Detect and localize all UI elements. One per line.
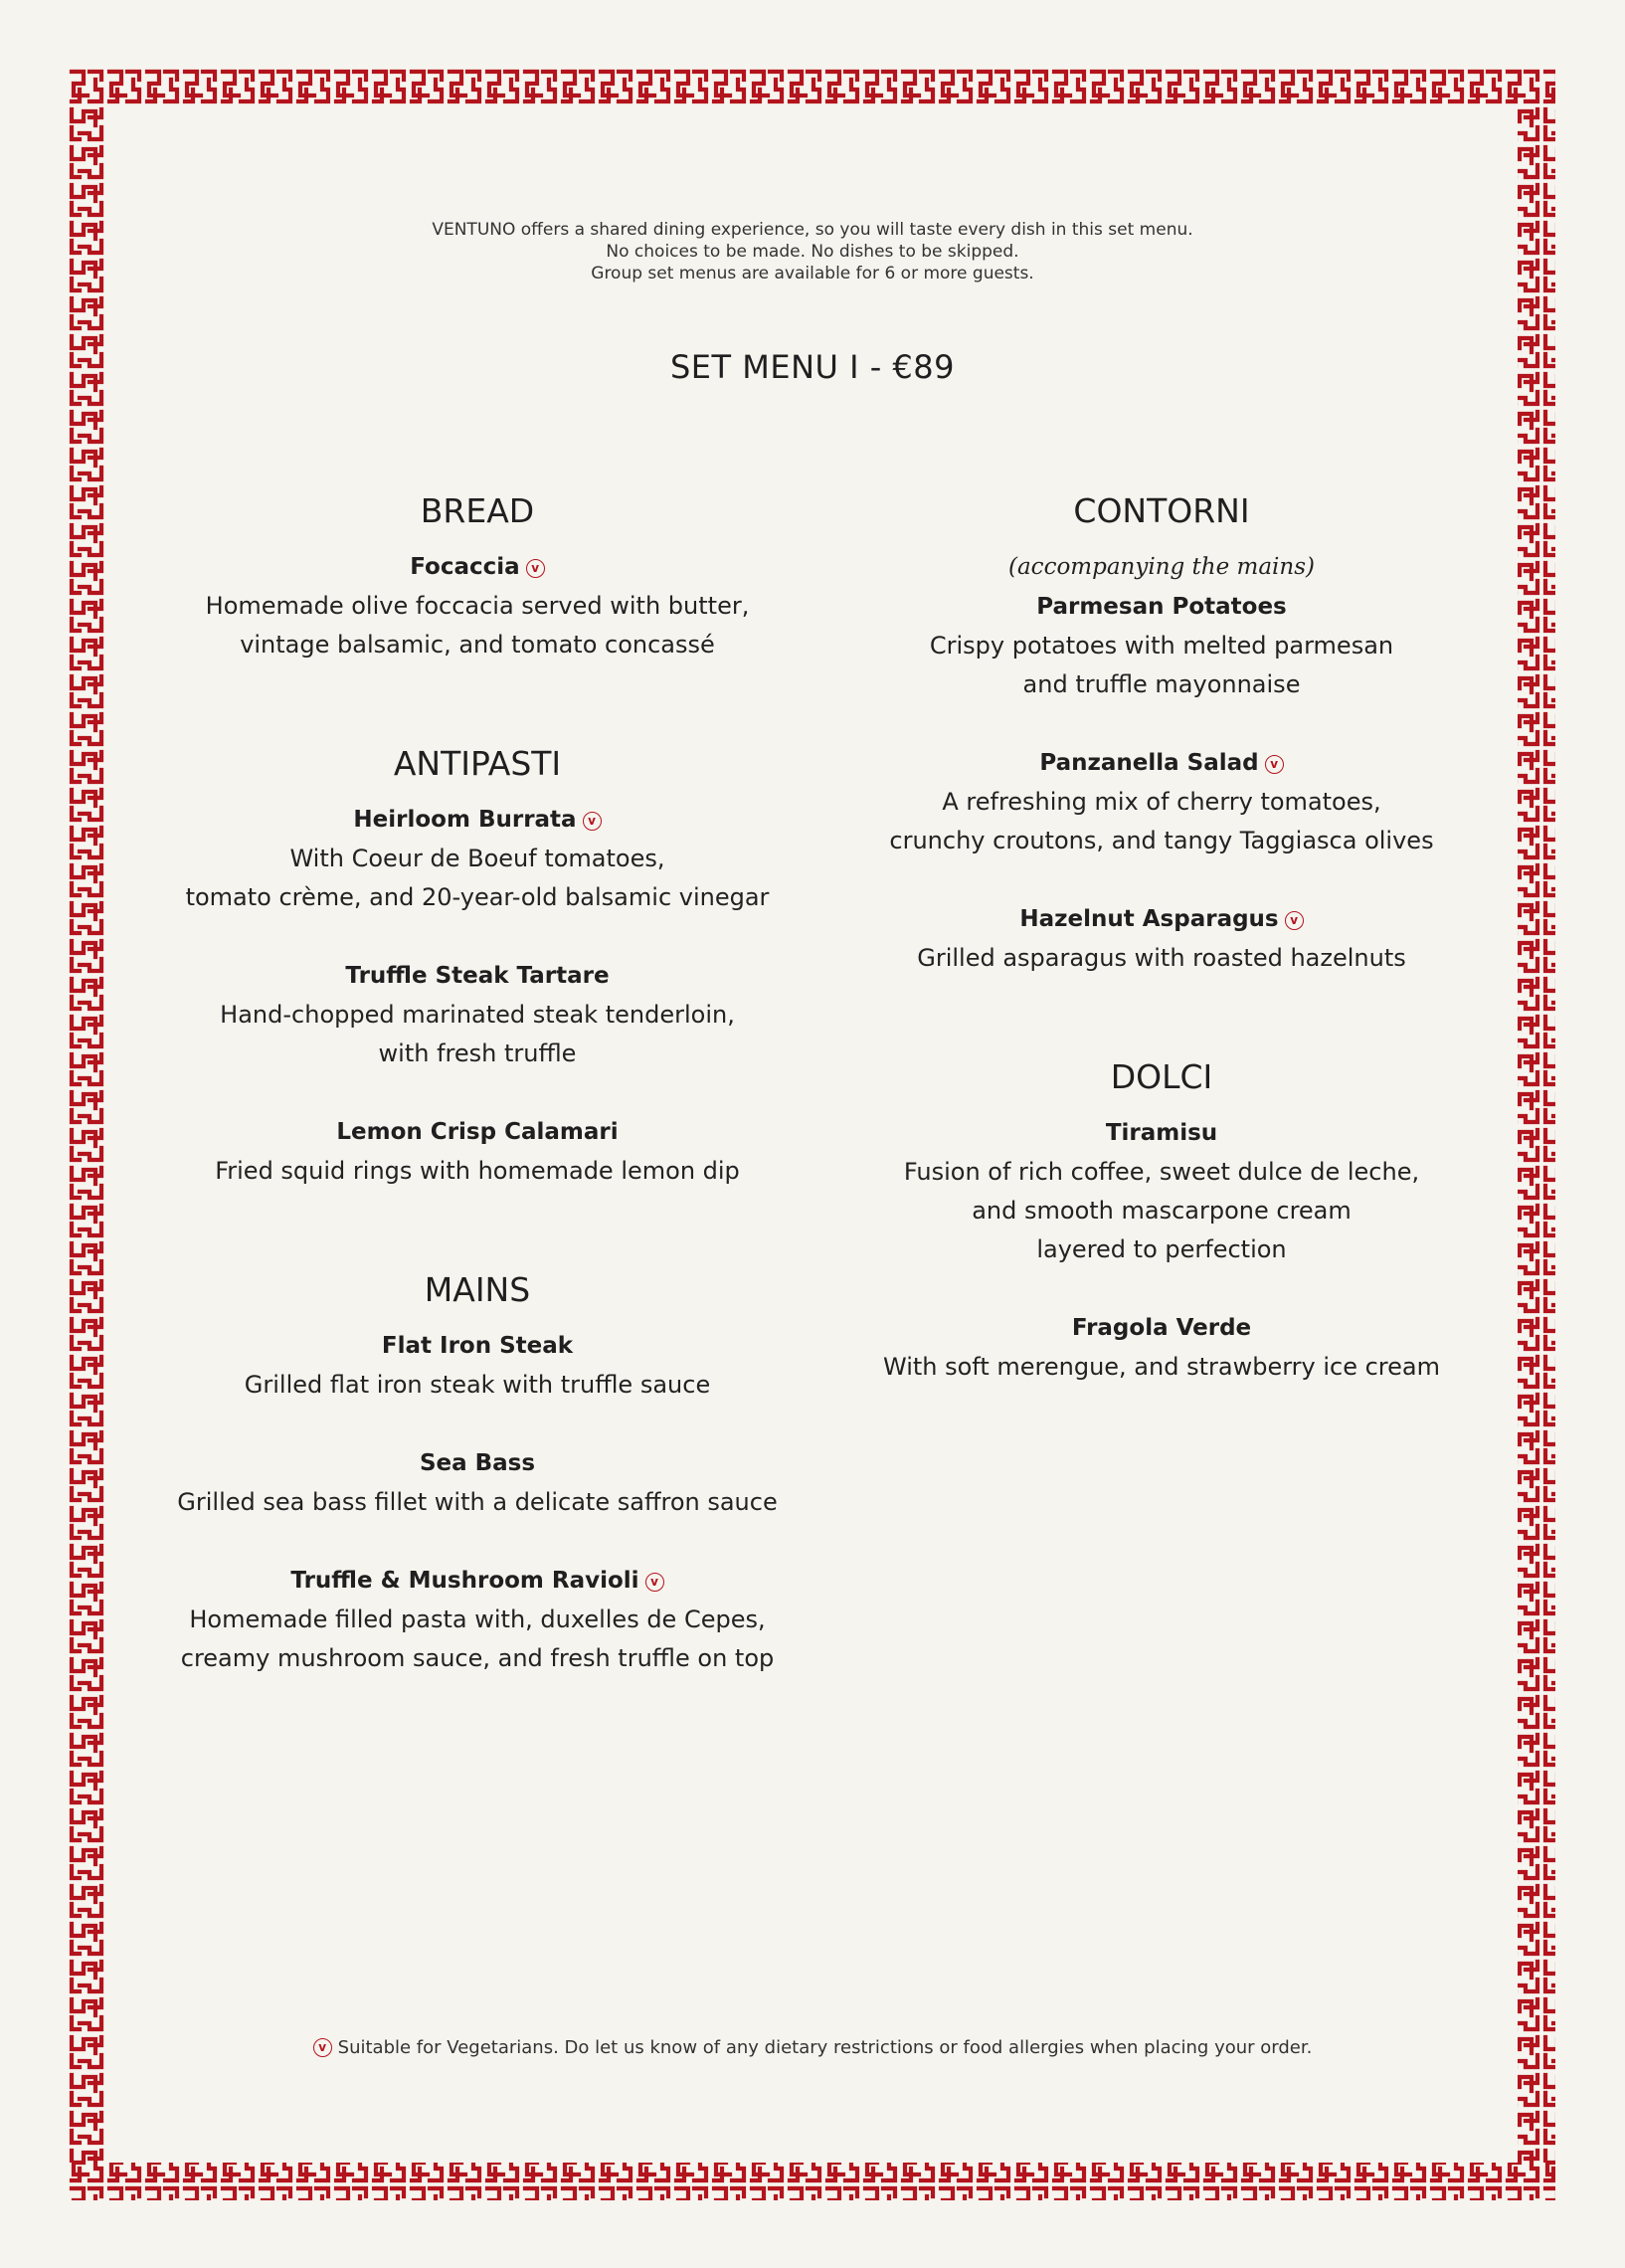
dish-description: vintage balsamic, and tomato concassé — [240, 631, 715, 659]
vegetarian-v-icon: v — [1285, 911, 1304, 930]
intro-line: Group set menus are available for 6 or more guests. — [591, 264, 1034, 284]
footer-text: Suitable for Vegetarians. Do let us know of any dietary restrictions or food allergies when placing your order. — [337, 2037, 1313, 2058]
dish-name — [149, 547, 806, 587]
dish-description: creamy mushroom sauce, and fresh truffle on top — [180, 1644, 775, 1672]
section-title: ANTIPASTI — [393, 744, 562, 783]
dish-name — [149, 1561, 806, 1601]
dish-name — [149, 1443, 806, 1483]
section-title: DOLCI — [1110, 1057, 1213, 1096]
dish-description: Hand-chopped marinated steak tenderloin, — [220, 1001, 735, 1029]
dish-description: tomato crème, and 20-year-old balsamic vinegar — [185, 883, 770, 911]
dish-item — [149, 1561, 806, 1678]
dish-description: Grilled asparagus with roasted hazelnuts — [917, 944, 1406, 972]
dish-description: With Coeur de Boeuf tomatoes, — [289, 845, 665, 872]
dish-description: With soft merengue, and strawberry ice cream — [883, 1353, 1440, 1381]
intro-line: No choices to be made. No dishes to be skipped. — [606, 242, 1019, 262]
left-column — [149, 489, 806, 1756]
dish-description: layered to perfection — [1036, 1235, 1287, 1263]
dish-item — [149, 1112, 806, 1191]
dish-name-text: Lemon Crisp Calamari — [336, 1119, 619, 1145]
dish-item — [149, 547, 806, 664]
dish-item — [833, 1113, 1490, 1269]
dish-item — [833, 743, 1490, 860]
dish-name — [833, 1113, 1490, 1153]
dish-description: crunchy croutons, and tangy Taggiasca olives — [889, 827, 1434, 854]
menu-section-bread — [149, 489, 806, 664]
dish-description: A refreshing mix of cherry tomatoes, — [942, 788, 1381, 816]
dish-description: Homemade olive foccacia served with butter, — [205, 592, 750, 620]
dish-name — [833, 743, 1490, 783]
dish-item — [833, 1308, 1490, 1387]
dish-description: Homemade filled pasta with, duxelles de Cepes, — [189, 1606, 766, 1633]
page-title: SET MENU I - €89 — [669, 348, 955, 386]
menu-section-dolci — [833, 1055, 1490, 1387]
section-title: CONTORNI — [1073, 491, 1250, 530]
dish-name — [833, 899, 1490, 939]
dish-name — [833, 587, 1490, 627]
dish-item — [149, 1326, 806, 1405]
dish-item — [149, 956, 806, 1073]
dish-name-text: Hazelnut Asparagus — [1019, 906, 1279, 932]
vegetarian-v-icon: v — [313, 2038, 332, 2057]
dish-name-text: Heirloom Burrata — [353, 807, 577, 833]
dish-name-text: Sea Bass — [419, 1450, 536, 1476]
dish-name-text: Flat Iron Steak — [381, 1333, 574, 1359]
dish-name-text: Focaccia — [410, 554, 520, 580]
dish-name-text: Panzanella Salad — [1039, 750, 1259, 776]
dish-description: Crispy potatoes with melted parmesan — [929, 632, 1394, 660]
intro-text — [0, 219, 1625, 284]
menu-section-mains — [149, 1268, 806, 1678]
right-column — [833, 489, 1490, 1464]
dish-name — [149, 1326, 806, 1366]
dish-name-text: Truffle & Mushroom Ravioli — [290, 1568, 639, 1594]
dish-item — [149, 800, 806, 917]
dish-name-text: Truffle Steak Tartare — [345, 963, 610, 989]
section-note: (accompanying the mains) — [1008, 554, 1315, 580]
vegetarian-v-icon: v — [1265, 755, 1284, 774]
dish-description: Fried squid rings with homemade lemon dip — [215, 1157, 740, 1185]
vegetarian-v-icon: v — [526, 559, 545, 578]
footer-note — [0, 2037, 1625, 2058]
dish-name — [833, 1308, 1490, 1348]
intro-line: VENTUNO offers a shared dining experience, so you will taste every dish in this set menu. — [432, 220, 1193, 240]
dish-name-text: Tiramisu — [1105, 1120, 1218, 1146]
section-title: MAINS — [424, 1270, 531, 1309]
vegetarian-v-icon: v — [583, 812, 602, 831]
dish-name-text: Parmesan Potatoes — [1036, 594, 1287, 620]
dish-item — [833, 587, 1490, 704]
dish-description: and smooth mascarpone cream — [972, 1197, 1352, 1225]
dish-item — [149, 1443, 806, 1522]
menu-section-contorni — [833, 489, 1490, 978]
dish-name-text: Fragola Verde — [1071, 1315, 1252, 1341]
dish-name — [149, 1112, 806, 1152]
section-title: BREAD — [420, 491, 535, 530]
dish-name — [149, 956, 806, 996]
dish-description: with fresh truffle — [378, 1040, 577, 1067]
menu-section-antipasti — [149, 742, 806, 1191]
vegetarian-v-icon: v — [645, 1573, 664, 1592]
dish-description: Grilled flat iron steak with truffle sauce — [244, 1371, 711, 1399]
dish-description: and truffle mayonnaise — [1022, 670, 1301, 698]
dish-name — [149, 800, 806, 840]
dish-item — [833, 899, 1490, 978]
dish-description: Grilled sea bass fillet with a delicate saffron sauce — [177, 1488, 778, 1516]
dish-description: Fusion of rich coffee, sweet dulce de leche, — [903, 1158, 1420, 1186]
